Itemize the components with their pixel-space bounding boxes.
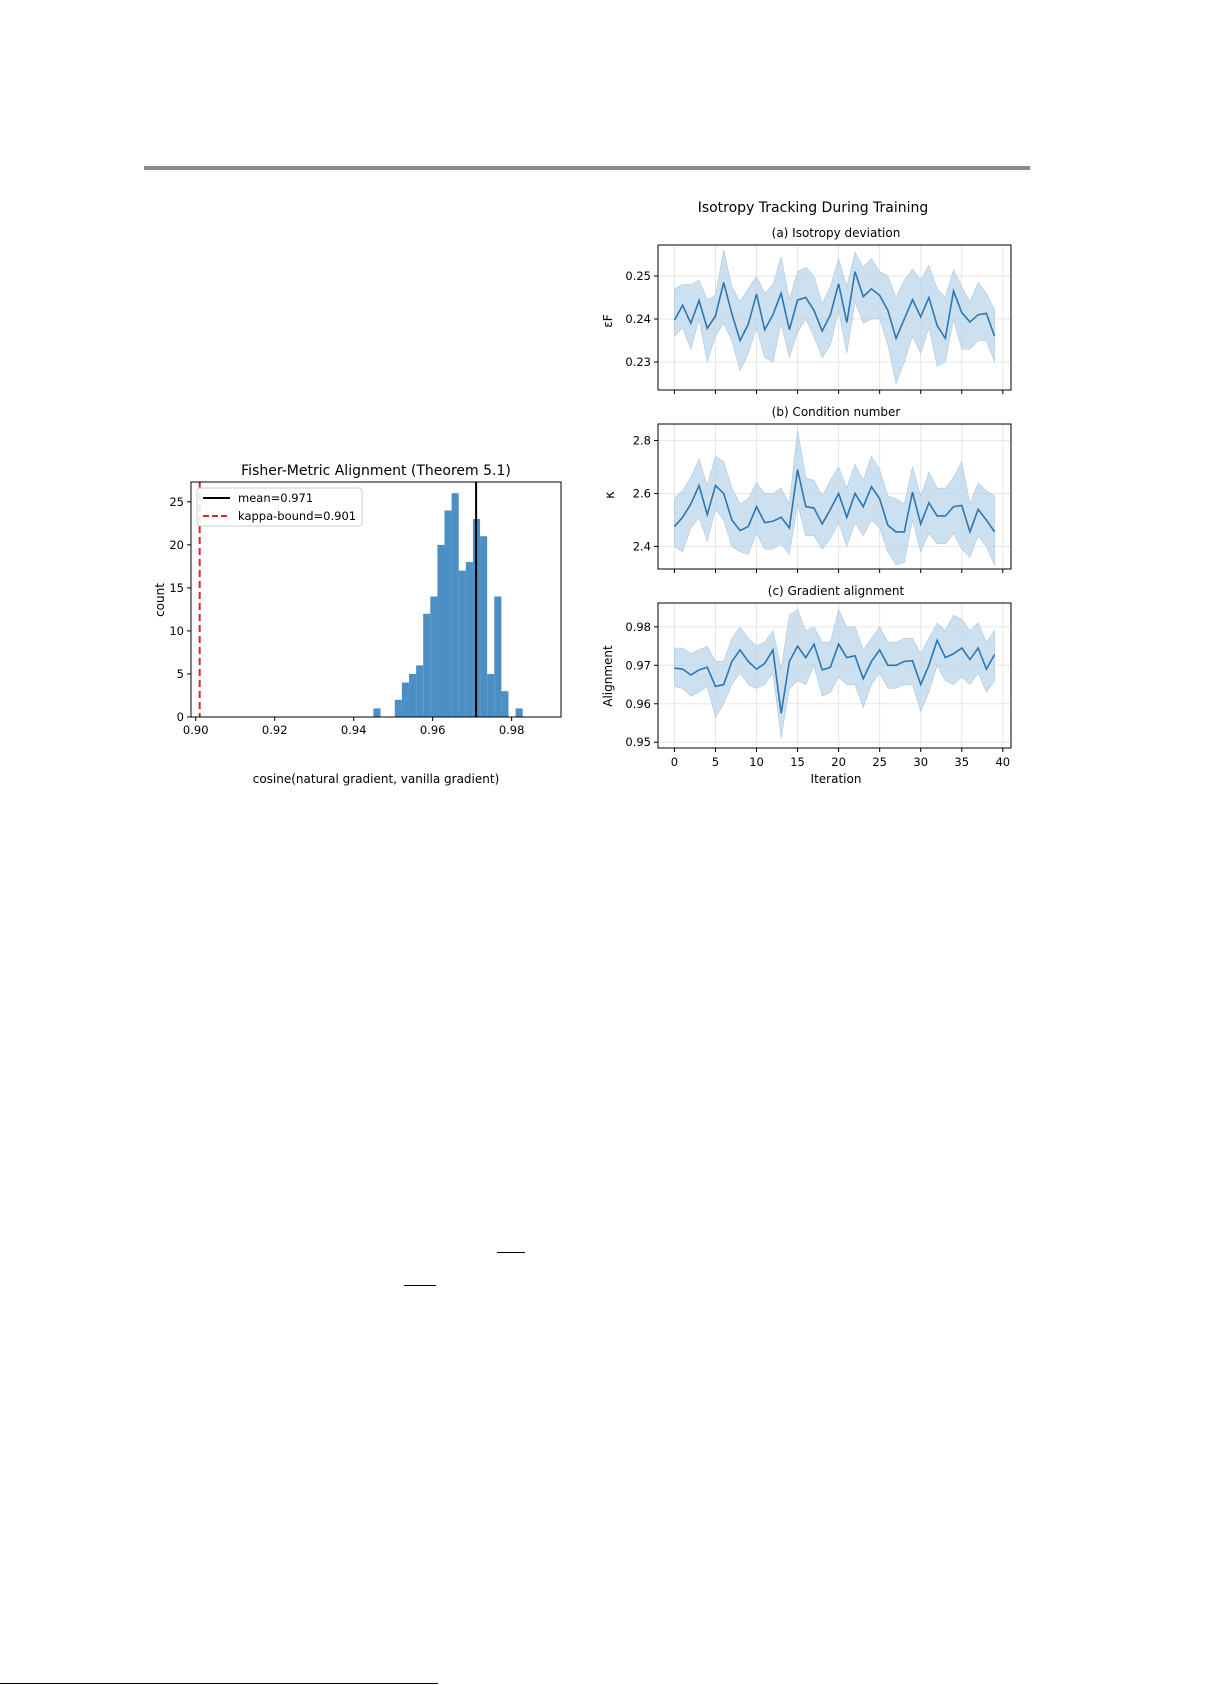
y-tick-label: 0.24 <box>625 312 651 327</box>
y-tick-label: 0 <box>176 710 184 724</box>
histogram-bar <box>409 674 416 717</box>
y-tick-label: 2.6 <box>632 486 651 501</box>
histogram-bar <box>402 683 409 717</box>
panel-b-title: (b) Condition number <box>771 405 901 419</box>
y-tick-label: 2.8 <box>632 433 651 448</box>
panel-c-ylabel: Alignment <box>601 645 615 707</box>
confidence-band <box>674 610 994 739</box>
y-tick-label: 0.25 <box>625 268 651 283</box>
x-tick-label: 0.92 <box>261 723 288 737</box>
histogram-bar <box>437 545 444 717</box>
isotropy-xlabel: Iteration <box>810 772 862 786</box>
histogram-bar <box>459 571 466 717</box>
x-tick-label: 5 <box>711 755 720 769</box>
histogram-bar <box>494 596 501 717</box>
histogram-bar <box>416 665 423 717</box>
panel-c-title: (c) Gradient alignment <box>767 584 905 598</box>
histogram-ylabel: count <box>153 583 167 617</box>
histogram-xlabel: cosine(natural gradient, vanilla gradient) <box>252 772 500 786</box>
panel-a-title: (a) Isotropy deviation <box>771 226 901 240</box>
y-tick-label: 0.23 <box>625 355 651 370</box>
page-header-rule <box>144 166 1030 170</box>
panel-a-ylabel: εF <box>601 314 615 328</box>
histogram-bars <box>373 493 522 717</box>
x-tick-label: 40 <box>995 755 1011 769</box>
histogram-legend <box>197 488 362 526</box>
y-tick-label: 0.97 <box>625 658 651 673</box>
x-tick-label: 25 <box>872 755 887 769</box>
histogram-bar <box>423 614 430 717</box>
histogram-figure <box>150 455 566 795</box>
histogram-bar <box>452 493 459 717</box>
x-tick-label: 0.96 <box>419 723 446 737</box>
footnote-rule <box>0 1683 438 1684</box>
x-tick-label: 20 <box>831 755 846 769</box>
legend-kappa-label: kappa-bound=0.901 <box>238 509 357 523</box>
x-tick-label: 0.90 <box>182 723 209 737</box>
isotropy-title: Isotropy Tracking During Training <box>697 200 929 216</box>
y-tick-label: 10 <box>169 623 184 638</box>
histogram-bar <box>445 510 452 717</box>
x-tick-label: 10 <box>749 755 764 769</box>
x-tick-label: 15 <box>790 755 805 769</box>
histogram-bar <box>516 708 523 717</box>
histogram-bar <box>373 708 380 717</box>
histogram-bar <box>395 700 402 717</box>
histogram-bar <box>501 691 508 717</box>
y-tick-label: 2.4 <box>632 539 651 554</box>
x-tick-label: 35 <box>954 755 970 769</box>
x-tick-label: 0.94 <box>340 723 367 737</box>
y-tick-label: 15 <box>169 580 184 595</box>
histogram-bar <box>466 562 473 717</box>
fraction-bar <box>497 1252 525 1253</box>
y-tick-label: 0.96 <box>625 696 651 711</box>
panel-a-plot <box>625 245 1011 394</box>
panel-b-ylabel: κ <box>603 491 618 499</box>
fraction-bar <box>404 1285 436 1286</box>
panel-b-plot <box>633 424 1011 573</box>
histogram-title: Fisher-Metric Alignment (Theorem 5.1) <box>241 463 511 479</box>
y-tick-label: 0.98 <box>625 619 651 634</box>
x-tick-label: 0 <box>670 755 679 769</box>
x-tick-label: 30 <box>913 755 929 769</box>
confidence-band <box>674 430 994 565</box>
histogram-bar <box>430 596 437 717</box>
panel-b <box>603 405 1011 573</box>
legend-mean-label: mean=0.971 <box>238 491 314 505</box>
panel-a <box>601 226 1011 394</box>
x-tick-label: 0.98 <box>498 723 525 737</box>
confidence-band <box>674 250 994 383</box>
y-tick-label: 20 <box>169 537 184 552</box>
histogram-bar <box>487 674 494 717</box>
y-tick-label: 5 <box>176 666 184 681</box>
y-tick-label: 25 <box>169 494 184 509</box>
histogram-bar <box>480 536 487 717</box>
isotropy-figure <box>596 192 1030 792</box>
panel-c <box>601 584 1011 769</box>
y-tick-label: 0.95 <box>625 735 651 750</box>
panel-c-plot <box>625 603 1011 769</box>
